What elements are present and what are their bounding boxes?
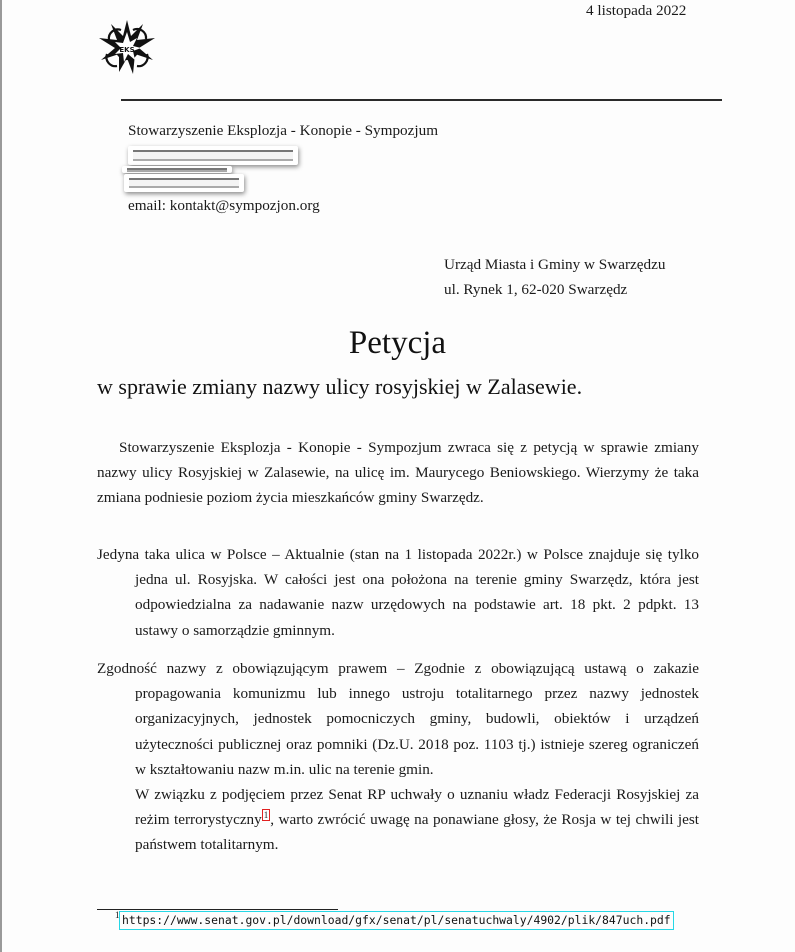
intro-paragraph: Stowarzyszenie Eksplozja - Konopie - Sympozjum zwraca się z petycją w sprawie zmiany nazwy ulicy Rosyjskiej w Zalasewie, na ulicę im. Maurycego Beniowskiego. Wierzymy że taka zmiana podniesie poziom życia mieszkańców gminy Swarzędz.	[97, 439, 699, 507]
footnote-rule	[97, 909, 338, 910]
recipient-address: ul. Rynek 1, 62-020 Swarzędz	[444, 281, 628, 298]
header-rule	[121, 99, 722, 101]
svg-text:EKS: EKS	[119, 46, 135, 54]
list-item: Zgodność nazwy z obowiązującym prawem – Zgodnie z obowiązującą ustawą o zakazie propagowania komunizmu lub innego ustroju totalitarnego przez nazwy jednostek organizacyjnych, jednostek pomocniczych gminy, budowli, obiektów i urządzeń użyteczności publicznej oraz pomniki (Dz.U. 2018 poz. 1103 tj.) istnieje szereg ograniczeń w kształtowaniu nazw m.in. ulic na terenie gmin.	[97, 660, 700, 778]
list-item-text: Aktualnie (stan na 1 listopada 2022r.) w Polsce znajduje się tylko jedna ul. Rosyjska. W całości jest ona położona na terenie gminy Swarzędz, która jest odpowiedzialna za nadawanie nazw urzędowych na podstawie art. 18 pkt. 2 pdpkt. 13 ustawy o samorządzie gminnym.	[135, 546, 700, 639]
letter-date: 4 listopada 2022	[586, 2, 687, 19]
recipient-name: Urząd Miasta i Gminy w Swarzędzu	[444, 256, 666, 273]
list-item-text: Zgodnie z obowiązującą ustawą o zakazie propagowania komunizmu lub innego ustroju totalitarnego przez nazwy jednostek organizacyjnych, jednostek pomocniczych gminy, budowli, obiektów i urządzeń użyteczności publicznej oraz pomniki (Dz.U. 2018 poz. 1103 tj.) istnieje szereg ograniczeń w kształtowaniu nazw m.in. ulic na terenie gmin.	[135, 660, 700, 778]
sender-email: email: kontakt@sympozjon.org	[128, 197, 320, 214]
sender-organization: Stowarzyszenie Eksplozja - Konopie - Sympozjum	[128, 122, 439, 139]
page-left-border	[0, 0, 2, 952]
document-subtitle: w sprawie zmiany nazwy ulicy rosyjskiej w Zalasewie.	[97, 374, 583, 399]
document-title: Petycja	[348, 325, 447, 361]
footnote-reference-link[interactable]: 1	[263, 810, 269, 821]
list-item-term: Jedyna taka ulica w Polsce	[97, 546, 267, 563]
footnote-url-link[interactable]: https://www.senat.gov.pl/download/gfx/senat/pl/senatuchwaly/4902/plik/847uch.pdf	[119, 911, 674, 930]
list-item-continuation: W związku z podjęciem przez Senat RP uchwały o uznaniu władz Federacji Rosyjskiej za reżim terrorystyczny 1 , warto zwrócić uwagę na ponawiane głosy, że Rosja w tej chwili jest państwem totalitarnym.	[135, 786, 699, 854]
list-item: Jedyna taka ulica w Polsce – Aktualnie (stan na 1 listopada 2022r.) w Polsce znajduje się tylko jedna ul. Rosyjska. W całości jest ona położona na terenie gminy Swarzędz, która jest odpowiedzialna za nadawanie nazw urzędowych na podstawie art. 18 pkt. 2 pdpkt. 13 ustawy o samorządzie gminnym.	[97, 546, 700, 639]
cannabis-explosion-logo-icon	[97, 18, 157, 76]
footnote-number: 1	[115, 910, 120, 920]
list-item-term: Zgodność nazwy z obowiązującym prawem	[97, 660, 388, 677]
